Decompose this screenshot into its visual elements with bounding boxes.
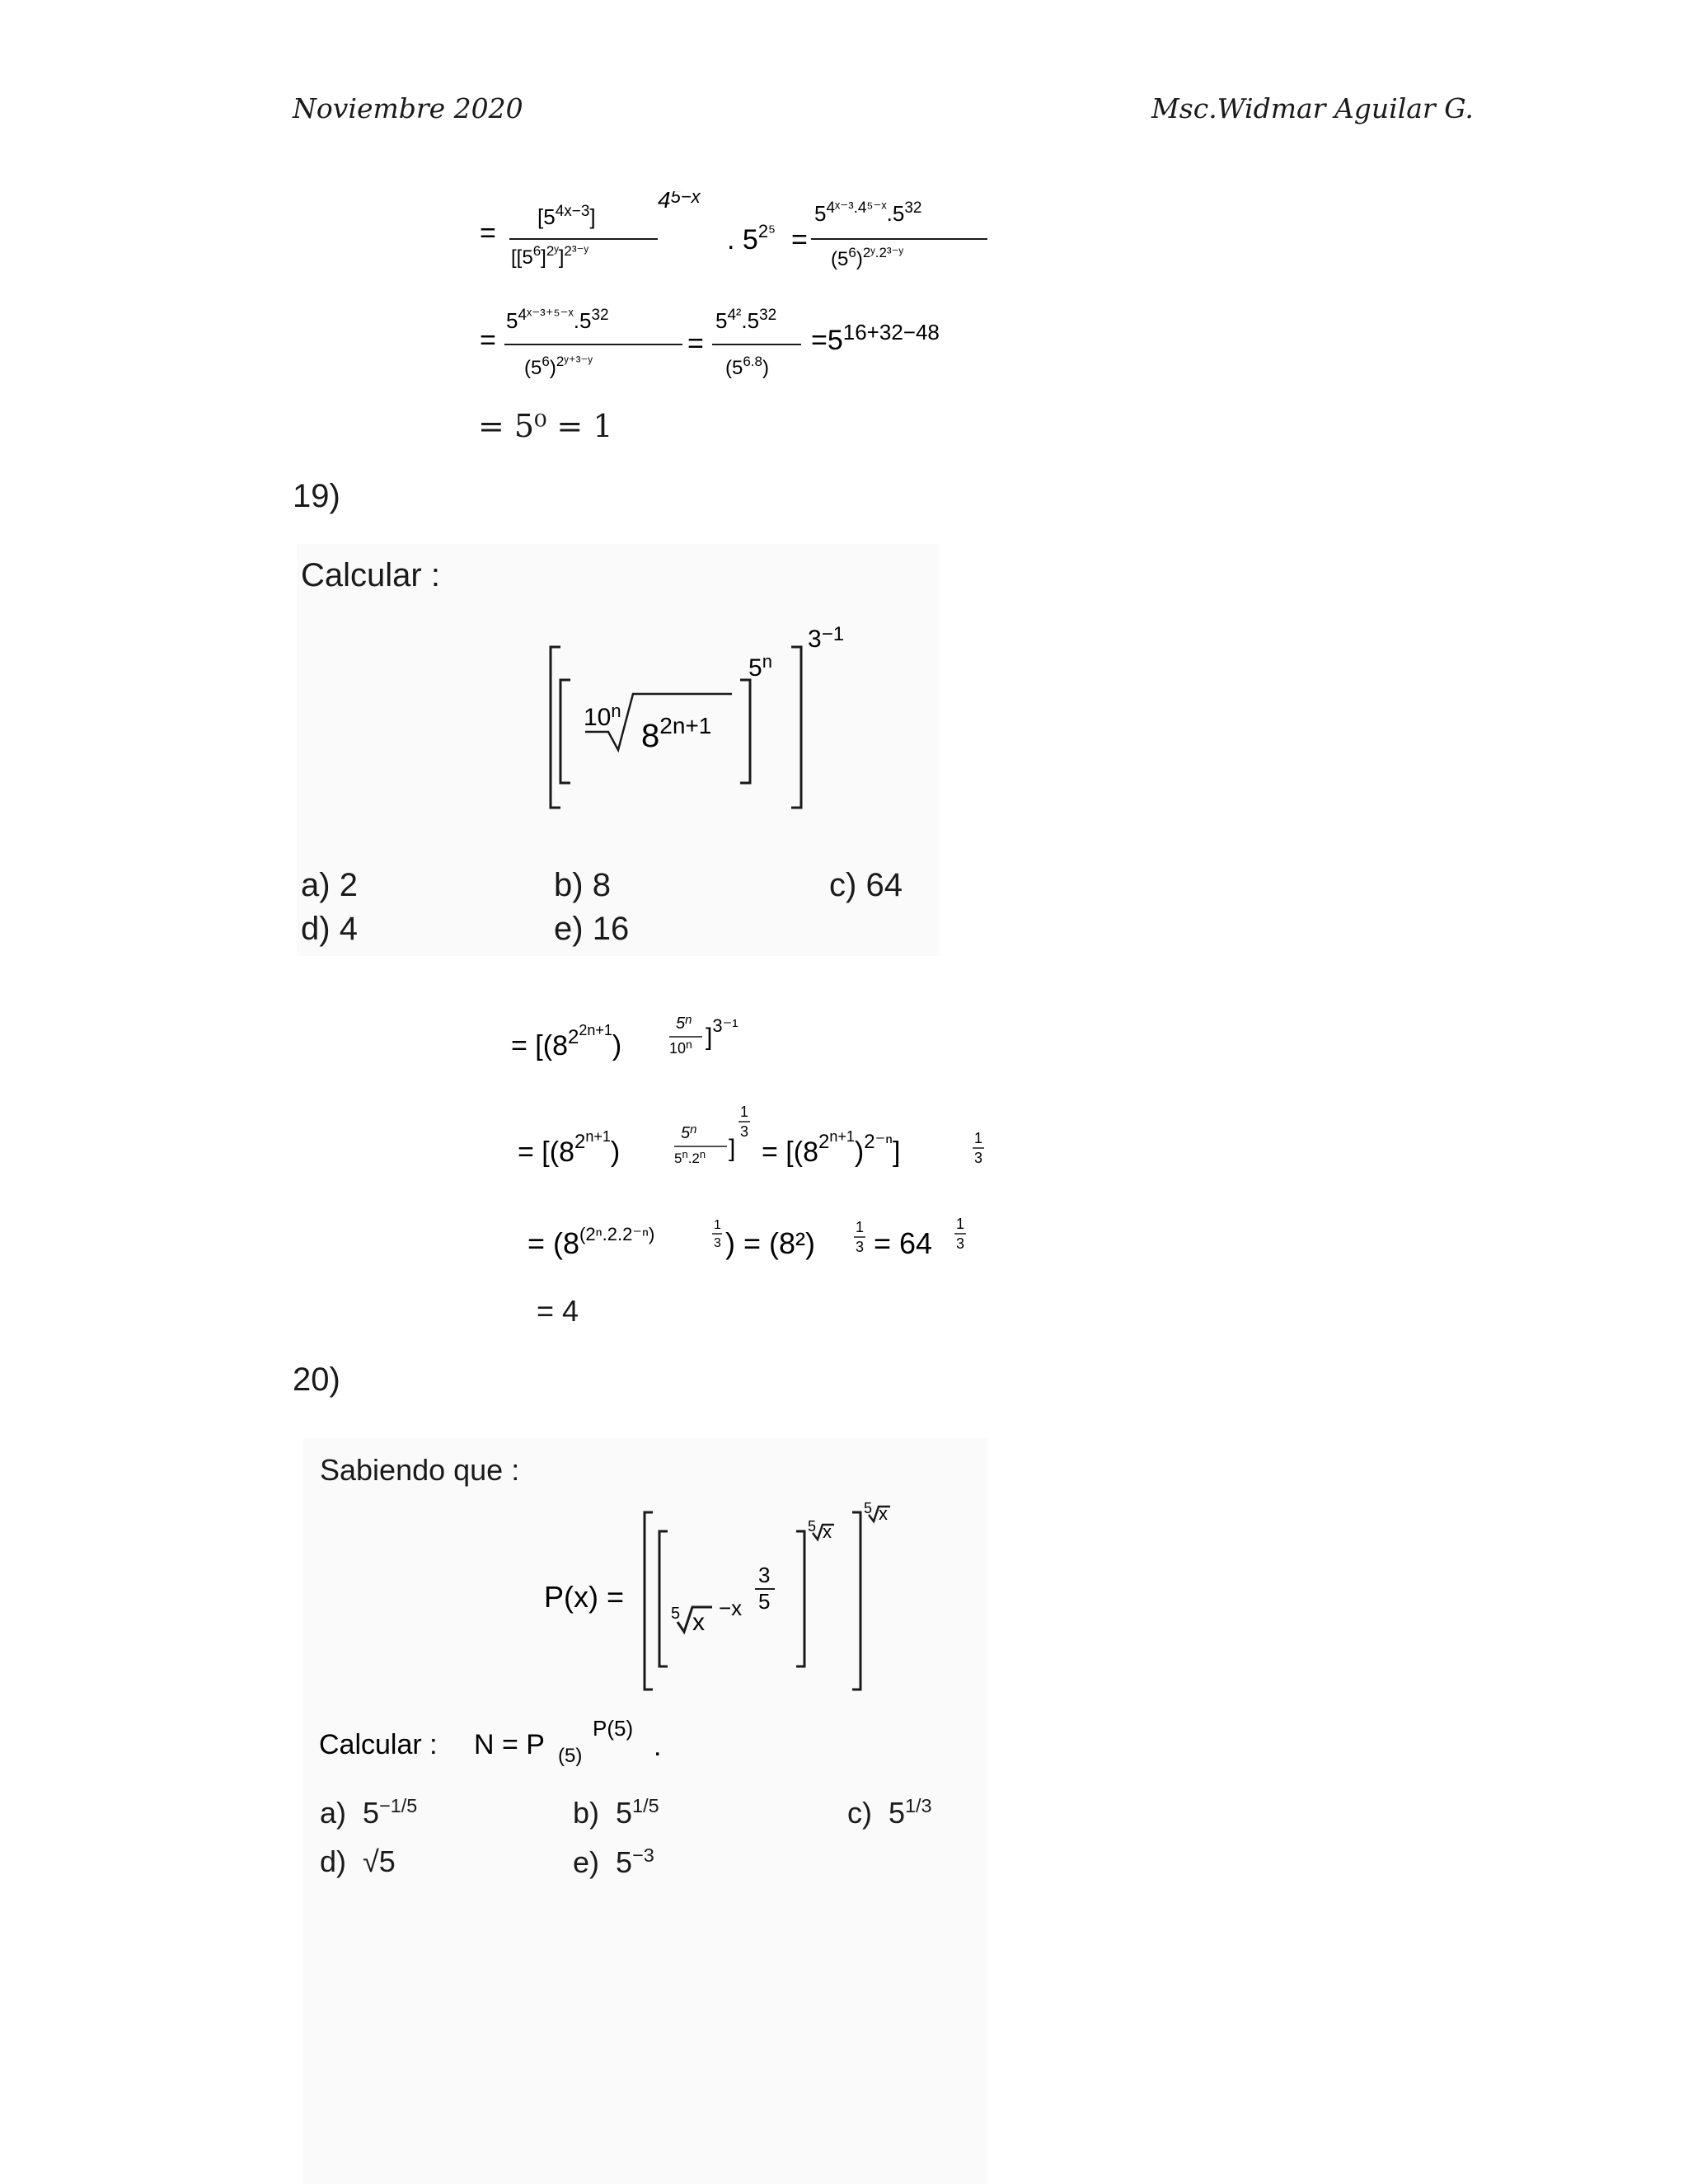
p20-calc-label: Calcular : [319, 1729, 438, 1760]
svg-text:3: 3 [956, 1235, 965, 1252]
p20-calc-sub: (5) [558, 1745, 583, 1767]
svg-text:) = (8²): ) = (8²) [725, 1226, 816, 1260]
p19-solution-line3 [528, 1199, 1022, 1273]
svg-text:= [(82n+1): = [$(8^{2n+1})$ [518, 1128, 621, 1168]
p19-option-d: d) 4 [301, 911, 358, 947]
problem-20-intro: Sabiendo que : [320, 1453, 520, 1487]
svg-text:=: = [687, 328, 704, 359]
svg-text:. 52⁵: . $5^{2^5}$ [727, 221, 776, 255]
problem-20-number: 20) [293, 1361, 340, 1398]
svg-text:3: 3 [974, 1150, 983, 1166]
solution18-line1 [478, 191, 1006, 274]
p20-calc-sup: P(5) [593, 1716, 634, 1741]
svg-text:= [(82n+1)2⁻ⁿ]: = $[(8^{2n+1})^{2^{-n}}]$ [762, 1128, 901, 1168]
p19-solution-line1 [511, 997, 1039, 1080]
svg-text:3: 3 [740, 1123, 749, 1140]
svg-text:x: x [879, 1503, 888, 1524]
inner-exponent: 5$^n$ [748, 651, 772, 682]
svg-text:1: 1 [856, 1219, 865, 1235]
outer-right-bracket [791, 647, 801, 808]
problem-19-prompt: Calcular : [301, 557, 440, 593]
svg-text:=516+32−48: $=5^{16+32-48}$ [811, 320, 940, 356]
p20-option-b: b) $5^{1/5}$ [573, 1795, 659, 1830]
header-date: Noviembre 2020 [293, 92, 523, 124]
svg-text:5: 5 [864, 1500, 873, 1516]
svg-text:]: ] [729, 1135, 736, 1162]
svg-text:[[56]2ʸ]2³⁻ʸ: $[[5^6]^{2ʸ}]^{2^{3-}ʸ}$ [511, 243, 588, 269]
p19-option-c: c) 64 [829, 867, 903, 903]
problem-19-number: 19) [293, 478, 340, 514]
p20-option-d: d) √5 [320, 1844, 396, 1878]
solution18-line2 [478, 295, 1006, 386]
svg-text:5n.2n: 5$^n$.2$^n$ [674, 1148, 706, 1166]
inner-right-bracket [740, 680, 750, 783]
p19-option-a: a) 2 [301, 867, 358, 903]
svg-text:3: 3 [856, 1239, 865, 1255]
solution18-line1-formula [478, 191, 1006, 274]
p19-option-e: e) 16 [554, 911, 630, 947]
p20-inner-left-bracket [659, 1531, 668, 1666]
p20-calc-expr: N = P [474, 1729, 545, 1760]
svg-text:5n: 5$^n$ [676, 1013, 692, 1033]
p20-outer-left-bracket [645, 1512, 653, 1690]
svg-text:(56.8): $(5^{6.8})$ [725, 354, 769, 379]
svg-text:]3⁻¹: ]$^{3^{-1}}$ [706, 1015, 738, 1051]
svg-text:=: = [791, 224, 808, 255]
p20-outer-right-bracket [852, 1512, 860, 1690]
solution18-line3: = 5⁰ = 1 [478, 408, 613, 444]
svg-text:= [(822n+1): = [$(8^{22n+1})$ [511, 1022, 622, 1062]
header-author: Msc.Widmar Aguilar G. [1151, 92, 1474, 124]
svg-text:x: x [823, 1521, 832, 1542]
svg-text:1: 1 [974, 1130, 983, 1146]
p20-calc-dot: . [654, 1731, 662, 1762]
problem-20-definition [536, 1483, 915, 1698]
p20-calc [317, 1713, 696, 1779]
svg-text:5: 5 [758, 1589, 771, 1614]
p19-solution-line2 [518, 1092, 1012, 1183]
svg-text:(56)2ʸ.2³⁻ʸ: $(5^6)^{2ʸ.2^{3-}ʸ}$ [831, 245, 903, 270]
svg-text:= (8(2ⁿ.2.2⁻ⁿ): = ($8^{(2^n.2.2^{-n})}$ [528, 1224, 655, 1260]
inner-left-bracket [560, 680, 570, 783]
svg-text:1: 1 [714, 1218, 721, 1232]
svg-text:45−x: $4^{5-x}$ [658, 191, 701, 213]
svg-text:[54x−3]: $[5^{4x-3}]$ [537, 203, 596, 229]
p20-option-c: c) $5^{1/3}$ [847, 1795, 932, 1830]
svg-text:x: x [692, 1609, 705, 1636]
svg-text:=: = [480, 218, 496, 249]
outer-exponent: $3^{-1}$ [808, 623, 845, 653]
p19-solution-line4: = 4 [537, 1294, 579, 1328]
p20-lhs: P(x) = [544, 1580, 625, 1614]
p20-option-a: a) $5^{-1/5}$ [320, 1795, 418, 1830]
p20-root-index: 5 [671, 1605, 681, 1623]
svg-text:=: = [480, 325, 496, 356]
svg-text:1: 1 [740, 1104, 749, 1120]
radicand: $8^{2n+1}$ [641, 713, 712, 754]
root-index: 10$^n$ [584, 701, 621, 731]
p20-inner-right-bracket [796, 1531, 804, 1666]
solution18-line2-formula [478, 295, 1006, 386]
svg-text:3: 3 [714, 1236, 721, 1250]
svg-text:5n: 5$^n$ [681, 1122, 697, 1142]
svg-text:54².532: $5^{4^2}.5^{32}$ [715, 307, 777, 333]
p20-option-e: e) $5^{-3}$ [573, 1844, 654, 1879]
svg-text:1: 1 [956, 1216, 965, 1232]
svg-text:5: 5 [808, 1518, 817, 1535]
svg-text:54ˣ⁻³.4⁵⁻ˣ.532: $5^{4ˣ^{-3}.4^{5-}ˣ}.5^{32}$ [814, 199, 922, 226]
svg-text:= 64: = 64 [874, 1226, 933, 1260]
problem-19-expression [544, 618, 874, 816]
svg-text:3: 3 [758, 1563, 771, 1587]
svg-text:54ˣ⁻³⁺⁵⁻ˣ.532: $5^{4ˣ^{-3+5-}ˣ}.5^{32}$ [506, 307, 609, 333]
svg-text:(56)2ʸ⁺³⁻ʸ: $(5^6)^{2ʸ^{+3-}ʸ}$ [524, 354, 593, 379]
p19-option-b: b) 8 [554, 867, 611, 903]
svg-text:−x: −x [719, 1596, 743, 1620]
svg-text:10n: 10$^n$ [669, 1038, 692, 1057]
outer-left-bracket [551, 647, 560, 808]
